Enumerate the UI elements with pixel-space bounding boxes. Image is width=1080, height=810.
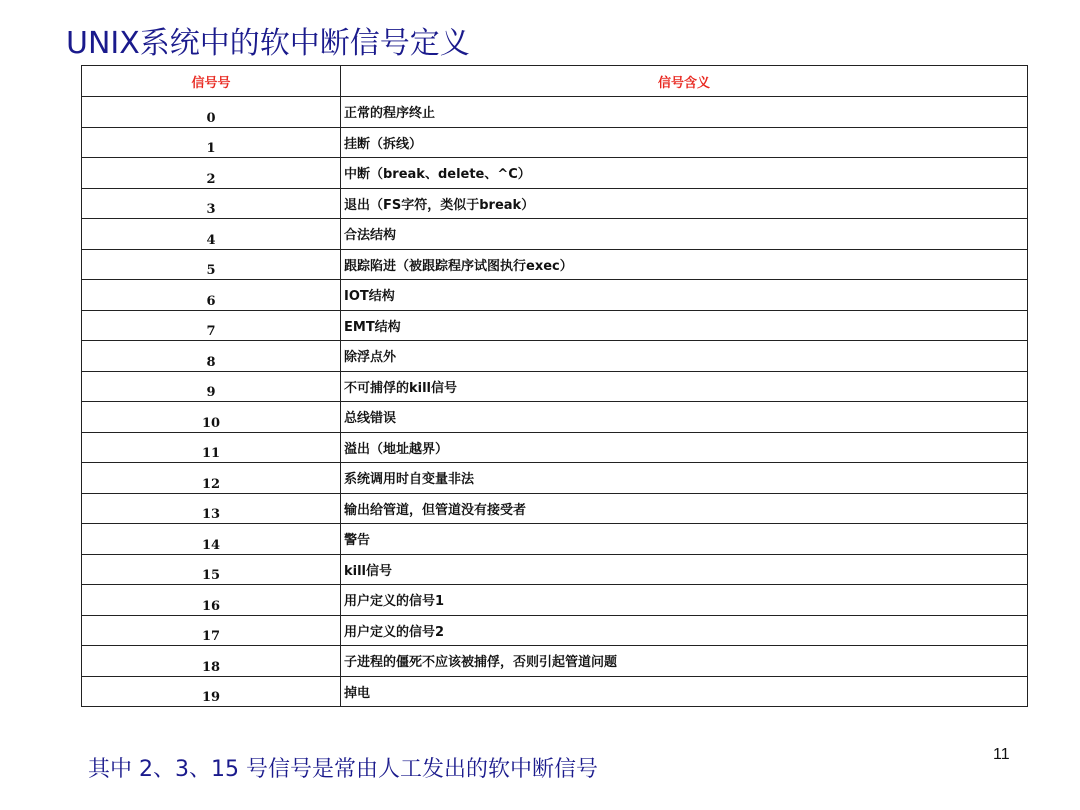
signal-number-cell: 2 [82,158,341,189]
signal-number-cell: 14 [82,524,341,555]
signal-meaning-cell: 用户定义的信号2 [341,615,1028,646]
table-row [82,249,1028,280]
table-row [82,310,1028,341]
table-row [82,615,1028,646]
table-row [82,463,1028,494]
signal-number-cell: 16 [82,585,341,616]
signal-meaning-cell: 用户定义的信号1 [341,585,1028,616]
table-row [82,493,1028,524]
table-row [82,676,1028,707]
signal-meaning-cell: IOT结构 [341,280,1028,311]
signal-number-cell: 18 [82,646,341,677]
table-row [82,554,1028,585]
slide-title: UNIX系统中的软中断信号定义 [66,26,470,61]
signal-meaning-cell: 正常的程序终止 [341,97,1028,128]
table-header-row [82,66,1028,97]
table-row [82,585,1028,616]
table-row [82,371,1028,402]
signal-meaning-cell: 除浮点外 [341,341,1028,372]
signal-number-cell: 3 [82,188,341,219]
table-row [82,97,1028,128]
signal-meaning-cell: 子进程的僵死不应该被捕俘，否则引起管道问题 [341,646,1028,677]
footer-note: 其中 2、3、15 号信号是常由人工发出的软中断信号 [88,757,598,782]
signal-meaning-cell: kill信号 [341,554,1028,585]
signal-number-cell: 9 [82,371,341,402]
signal-number-cell: 8 [82,341,341,372]
signal-number-cell: 4 [82,219,341,250]
column-header-signal-meaning: 信号含义 [341,66,1028,97]
table-row [82,280,1028,311]
column-header-signal-number: 信号号 [82,66,341,97]
signal-meaning-cell: 合法结构 [341,219,1028,250]
signal-number-cell: 7 [82,310,341,341]
signal-meaning-cell: 不可捕俘的kill信号 [341,371,1028,402]
table-row [82,646,1028,677]
signal-meaning-cell: 退出（FS字符，类似于break） [341,188,1028,219]
signal-number-cell: 5 [82,249,341,280]
signal-number-cell: 11 [82,432,341,463]
signal-number-cell: 12 [82,463,341,494]
signal-number-cell: 10 [82,402,341,433]
table-row [82,219,1028,250]
signal-meaning-cell: EMT结构 [341,310,1028,341]
signal-meaning-cell: 系统调用时自变量非法 [341,463,1028,494]
signal-meaning-cell: 总线错误 [341,402,1028,433]
signal-table [81,65,1028,707]
table-row [82,432,1028,463]
signal-table-body [82,97,1028,707]
signal-number-cell: 13 [82,493,341,524]
signal-meaning-cell: 溢出（地址越界） [341,432,1028,463]
page-number: 11 [993,746,1010,763]
signal-meaning-cell: 挂断（拆线） [341,127,1028,158]
signal-number-cell: 19 [82,676,341,707]
signal-meaning-cell: 跟踪陷进（被跟踪程序试图执行exec） [341,249,1028,280]
signal-number-cell: 6 [82,280,341,311]
signal-meaning-cell: 掉电 [341,676,1028,707]
table-row [82,341,1028,372]
signal-number-cell: 1 [82,127,341,158]
signal-meaning-cell: 输出给管道，但管道没有接受者 [341,493,1028,524]
signal-number-cell: 15 [82,554,341,585]
table-row [82,402,1028,433]
signal-meaning-cell: 中断（break、delete、^C） [341,158,1028,189]
table-row [82,158,1028,189]
signal-number-cell: 17 [82,615,341,646]
signal-meaning-cell: 警告 [341,524,1028,555]
signal-number-cell: 0 [82,97,341,128]
table-row [82,188,1028,219]
table-row [82,127,1028,158]
table-row [82,524,1028,555]
